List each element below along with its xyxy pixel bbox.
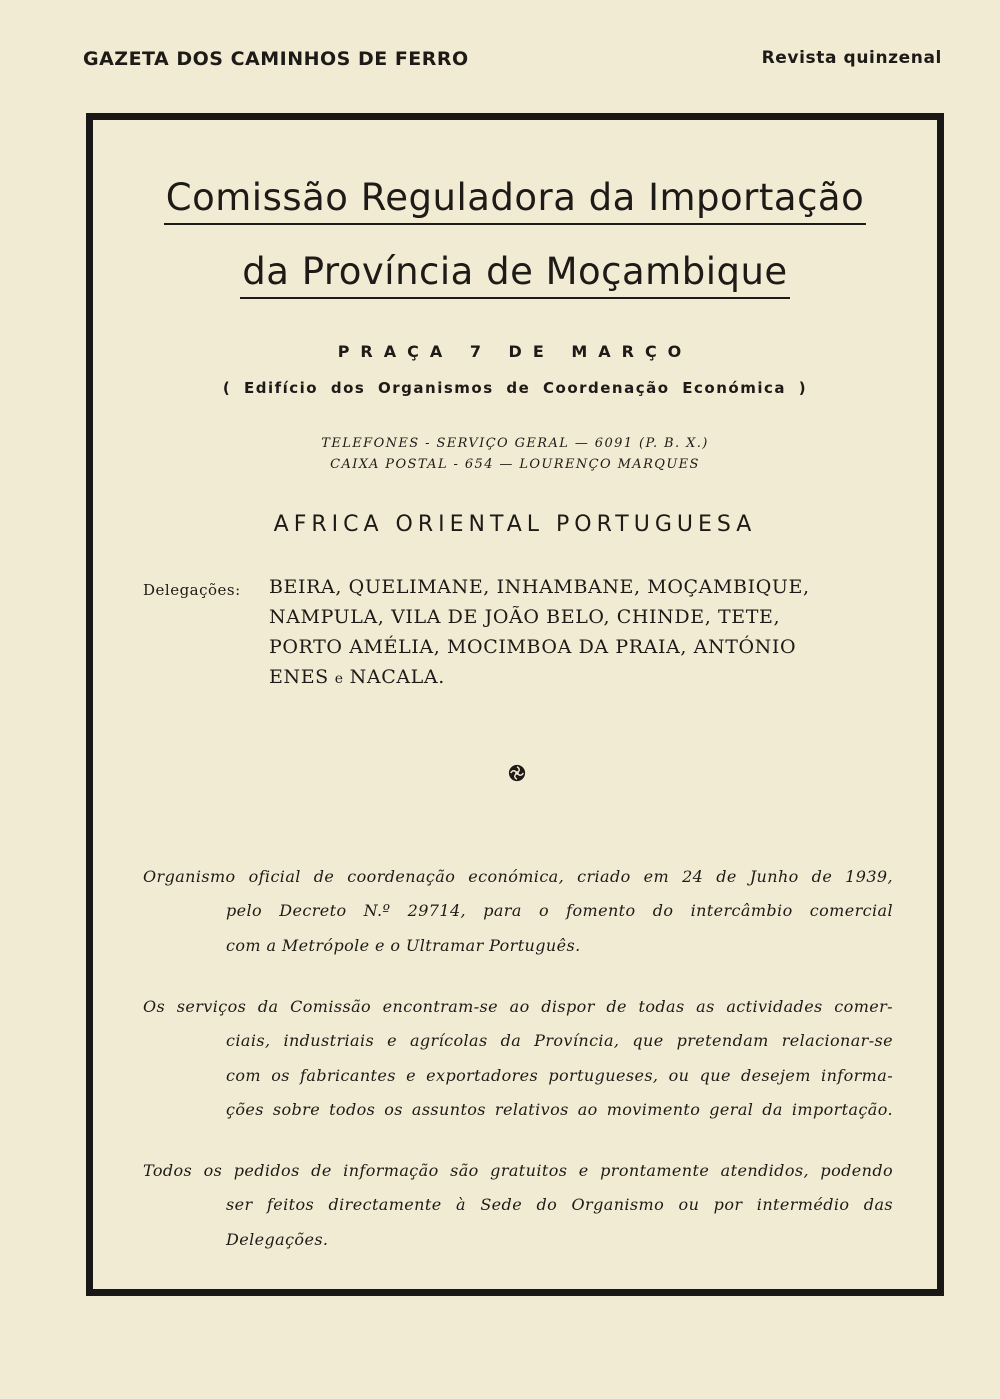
- conjunction-e: e: [334, 671, 344, 687]
- delegations-line: BEIRA, QUELIMANE, INHAMBANE, MOÇAMBIQUE,: [269, 576, 810, 598]
- paragraph-purpose: [143, 860, 893, 963]
- postal-line: CAIXA POSTAL - 654 — LOURENÇO MARQUES: [330, 457, 700, 472]
- paragraph-line: ser feitos directamente à Sede do Organismo ou por intermédio das: [226, 1195, 893, 1215]
- paragraph-line: pelo Decreto N.º 29714, para o fomento do intercâmbio comercial: [226, 901, 893, 921]
- delegations-line-last: [269, 666, 889, 688]
- paragraph-services: [143, 990, 893, 1127]
- paragraph-line: ciais, industriais e agrícolas da Província, que pretendam relacionar-se: [226, 1031, 893, 1051]
- address-line: PRAÇA 7 DE MARÇO: [337, 342, 693, 361]
- publication-title: GAZETA DOS CAMINHOS DE FERRO: [83, 48, 469, 70]
- paragraph-line: Os serviços da Comissão encontram-se ao dispor de todas as actividades comer-: [143, 997, 893, 1016]
- paragraph-line: com a Metrópole e o Ultramar Português.: [226, 935, 581, 955]
- region-heading: AFRICA ORIENTAL PORTUGUESA: [273, 512, 757, 537]
- swirl-ornament-icon: [508, 764, 526, 782]
- advertisement-frame: [86, 113, 944, 1296]
- ad-title-line-1-text: Comissão Reguladora da Importação: [164, 176, 866, 225]
- delegations-line: NAMPULA, VILA DE JOÃO BELO, CHINDE, TETE,: [269, 606, 781, 628]
- ad-title-line-2: [93, 250, 937, 299]
- delegation-enes: ENES: [269, 666, 329, 688]
- delegations-label: Delegações:: [143, 581, 241, 599]
- paragraph-line: Todos os pedidos de informação são gratuitos e prontamente atendidos, podendo: [143, 1161, 893, 1180]
- paragraph-line: com os fabricantes e exportadores portugueses, ou que desejem informa-: [226, 1065, 893, 1085]
- paragraph-line: ções sobre todos os assuntos relativos ao movimento geral da importação.: [226, 1099, 893, 1119]
- paragraph-line: Organismo oficial de coordenação económica, criado em 24 de Junho de 1939,: [143, 867, 893, 886]
- paragraph-requests: [143, 1154, 893, 1257]
- phones-line: TELEFONES - SERVIÇO GERAL — 6091 (P. B. X.): [321, 436, 709, 451]
- delegation-nacala: NACALA.: [349, 666, 445, 688]
- building-line: ( Edifício dos Organismos de Coordenação Económica ): [222, 379, 808, 397]
- delegations-line: PORTO AMÉLIA, MOCIMBOA DA PRAIA, ANTÓNIO: [269, 636, 797, 658]
- publication-periodicity: Revista quinzenal: [761, 48, 942, 68]
- ad-title-line-2-text: da Província de Moçambique: [240, 250, 789, 299]
- paragraph-line: Delegações.: [226, 1229, 329, 1249]
- ad-title-line-1: [93, 176, 937, 225]
